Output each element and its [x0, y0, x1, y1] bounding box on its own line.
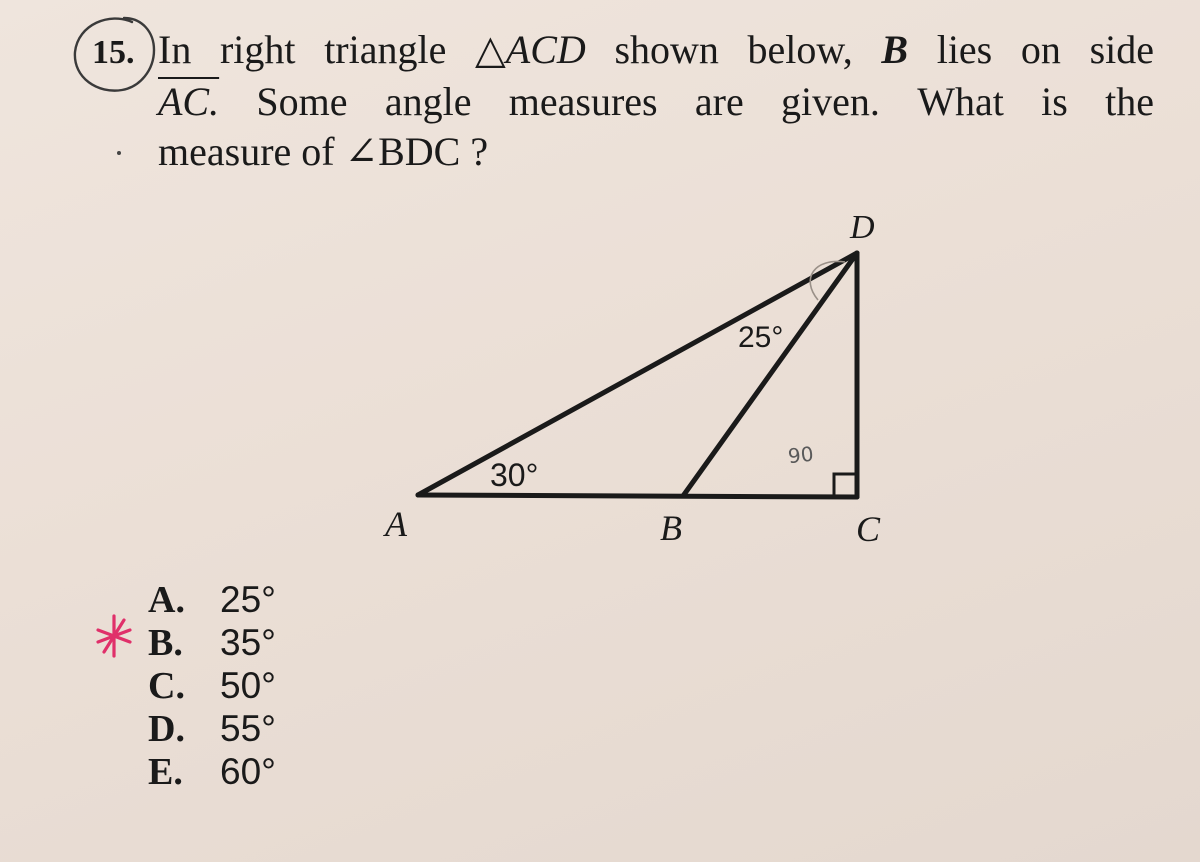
side-AC [418, 495, 857, 497]
point-name: B [881, 27, 909, 72]
choice-value: 35° [220, 622, 276, 663]
star-mark-icon [94, 612, 134, 660]
choice-c[interactable] [148, 664, 276, 707]
word: the [1105, 79, 1154, 124]
choice-d[interactable] [148, 707, 276, 750]
question-number: 15. [92, 34, 135, 71]
triangle-name: △ACD [475, 27, 586, 72]
word: Some [256, 79, 348, 124]
vertex-label-D: D [850, 209, 875, 246]
choice-a[interactable] [148, 578, 276, 621]
segment-name: AC. [158, 79, 220, 124]
choice-value: 50° [220, 665, 276, 706]
answer-choices [148, 578, 276, 793]
word: shown [614, 27, 719, 72]
choice-letter: C. [148, 665, 185, 707]
choice-value: 60° [220, 751, 276, 792]
word: angle [384, 79, 472, 124]
vertex-label-B: B [660, 508, 682, 548]
word: is [1041, 79, 1068, 124]
word: What [917, 79, 1004, 124]
question-line-3: measure of ∠BDC ? [158, 129, 489, 174]
angle-A-label: 30° [490, 457, 539, 493]
word: given. [781, 79, 880, 124]
right-angle-marker [834, 474, 857, 497]
angle-ADB-label: 25° [738, 321, 784, 354]
word: on [1020, 27, 1061, 72]
word: are [694, 79, 744, 124]
choice-value: 55° [220, 708, 276, 749]
choice-b[interactable] [148, 621, 276, 664]
segment-BD [683, 253, 857, 496]
choice-letter: B. [148, 622, 183, 664]
word: In [158, 27, 192, 72]
vertex-label-C: C [856, 509, 881, 549]
choice-value: 25° [220, 579, 276, 620]
word: right [219, 27, 296, 72]
choice-letter: D. [148, 708, 185, 750]
word: lies [936, 27, 993, 72]
handwritten-90-note: 90 [786, 441, 815, 469]
word: below, [747, 27, 853, 72]
choice-letter: E. [148, 751, 183, 793]
word: triangle [324, 27, 447, 72]
choice-e[interactable] [148, 750, 276, 793]
vertex-label-A: A [385, 504, 407, 544]
choice-letter: A. [148, 579, 185, 621]
word: measures [508, 79, 658, 124]
word: side [1089, 27, 1154, 72]
